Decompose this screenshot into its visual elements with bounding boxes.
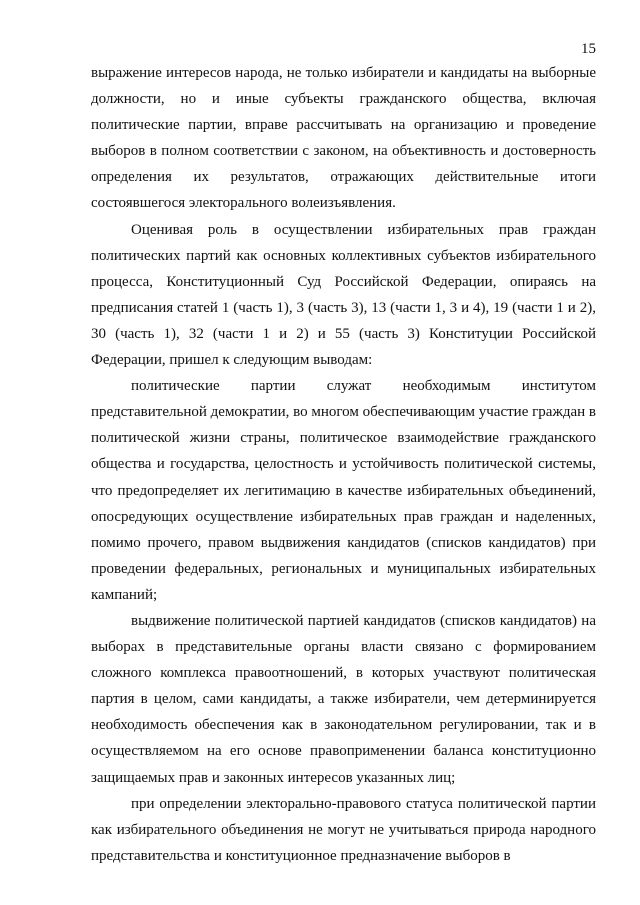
paragraph-3: политические партии служат необходимым институтом представительной демократии, во многом обеспечивающим участие граждан в политической жизни страны, политическое взаимодействие гражданского общества и государства, целостность и устойчивость политической системы, что предопределяет их легитимацию в качестве избирательных объединений, опосредующих осуществление избирательных прав граждан и наделенных, помимо прочего, правом выдвижения кандидатов (списков кандидатов) при проведении федеральных, региональных и муниципальных избирательных кампаний; bbox=[91, 378, 596, 603]
paragraph-5: при определении электорально-правового статуса политической партии как избирательного объединения не могут не учитываться природа народного представительства и конституционное предназначение выборов в bbox=[91, 795, 596, 864]
paragraph-2: Оценивая роль в осуществлении избирательных прав граждан политических партий как основных коллективных субъектов избирательного процесса, Конституционный Суд Российской Федерации, опираясь на предписания статей 1 (часть 1), 3 (часть 3), 13 (части 1, 3 и 4), 19 (части 1 и 2), 30 (часть 1), 32 (части 1 и 2) и 55 (часть 3) Конституции Российской Федерации, пришел к следующим выводам: bbox=[91, 221, 596, 369]
page-number: 15 bbox=[581, 41, 596, 57]
paragraph-1: выражение интересов народа, не только избиратели и кандидаты на выборные должности, но и иные субъекты гражданского общества, включая политические партии, вправе рассчитывать на организацию и проведение выборов в полном соответствии с законом, на объективность и достоверность определения их результатов, отражающих действительные итоги состоявшегося электорального волеизъявления. bbox=[91, 65, 596, 212]
paragraph-4: выдвижение политической партией кандидатов (списков кандидатов) на выборах в представительные органы власти связано с формированием сложного комплекса правоотношений, в которых участвуют политическая партия в целом, сами кандидаты, а также избиратели, чем детерминируется необходимость обеспечения как в законодательном регулировании, так и в осуществляемом на его основе правоприменении баланса конституционно защищаемых прав и законных интересов указанных лиц; bbox=[91, 612, 596, 786]
document-body bbox=[91, 60, 596, 869]
